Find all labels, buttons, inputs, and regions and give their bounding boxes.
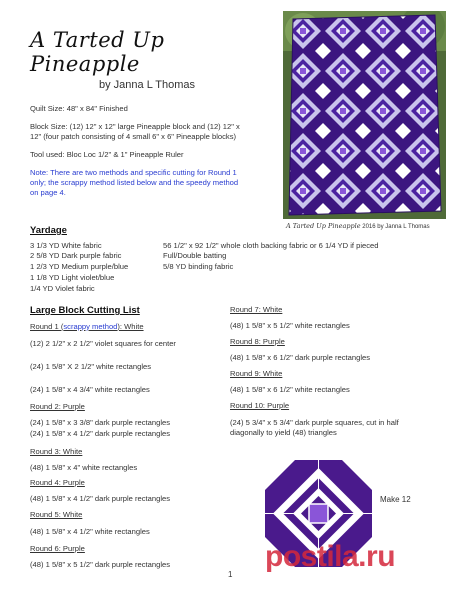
block-size-line-2: 12" (four patch consisting of 4 small 6" x 6" Pineapple blocks) — [30, 132, 237, 141]
yardage-heading: Yardage — [30, 225, 67, 236]
yardage-right-2: 5/8 YD binding fabric — [163, 262, 234, 271]
round-6-heading: Round 6: Purple — [30, 544, 85, 553]
caption-copyright: 2016 by Janna L Thomas — [360, 224, 430, 230]
yardage-left-2: 1 2/3 YD Medium purple/blue — [30, 262, 129, 271]
round-3-item: (48) 1 5/8" x 4" white rectangles — [30, 463, 138, 472]
yardage-left-0: 3 1/3 YD White fabric — [30, 241, 102, 250]
round-2-item-0: (24) 1 5/8" x 3 3/8" dark purple rectangles — [30, 418, 171, 427]
round-8-heading: Round 8: Purple — [230, 337, 285, 346]
round-5-heading: Round 5: White — [30, 510, 83, 519]
round-10-heading: Round 10: Purple — [230, 401, 290, 410]
round-8-item: (48) 1 5/8" x 6 1/2" dark purple rectangles — [230, 353, 371, 362]
round-10-item-line-1: (24) 5 3/4" x 5 3/4" dark purple squares, cut in half — [230, 418, 399, 427]
make-count-label: Make 12 — [380, 495, 411, 504]
document-title: A Tarted Up Pineapple — [30, 28, 165, 76]
quilt-photo — [283, 11, 446, 219]
round-5-item: (48) 1 5/8" x 4 1/2" white rectangles — [30, 527, 150, 536]
round-7-heading: Round 7: White — [230, 305, 283, 314]
round-4-heading: Round 4: Purple — [30, 478, 85, 487]
note-line-3: on page 4. — [30, 188, 66, 197]
author-line: by Janna L Thomas — [99, 79, 196, 91]
cutting-list-heading: Large Block Cutting List — [30, 305, 140, 316]
yardage-left-3: 1 1/8 YD Light violet/blue — [30, 273, 115, 282]
block-size-line-1: Block Size: (12) 12" x 12" large Pineapple block and (12) 12" x — [30, 122, 240, 131]
round-1-prefix: Round 1 ( — [30, 322, 64, 331]
round-2-heading: Round 2: Purple — [30, 402, 85, 411]
round-2-item-1: (24) 1 5/8" x 4 1/2" dark purple rectangles — [30, 429, 171, 438]
round-3-heading: Round 3: White — [30, 447, 83, 456]
yardage-left-1: 2 5/8 YD Dark purple fabric — [30, 251, 122, 260]
tool-used: Tool used: Bloc Loc 1/2" & 1" Pineapple Ruler — [30, 150, 184, 159]
round-6-item: (48) 1 5/8" x 5 1/2" dark purple rectangles — [30, 560, 171, 569]
round-4-item: (48) 1 5/8" x 4 1/2" dark purple rectangles — [30, 494, 171, 503]
scrappy-method-link[interactable]: scrappy method — [63, 322, 118, 331]
caption-signature: A Tarted Up Pineapple — [286, 222, 361, 230]
round-9-item: (48) 1 5/8" x 6 1/2" white rectangles — [230, 385, 350, 394]
round-1-item-0: (12) 2 1/2" x 2 1/2" violet squares for center — [30, 339, 176, 348]
yardage-left-4: 1/4 YD Violet fabric — [30, 284, 95, 293]
round-1-heading — [30, 322, 144, 331]
note-line-2: only; the scrappy method listed below and the speedy method — [30, 178, 239, 187]
quilt-size: Quilt Size: 48" x 84" Finished — [30, 104, 128, 113]
round-9-heading: Round 9: White — [230, 369, 283, 378]
round-1-item-2: (24) 1 5/8" x 4 3/4" white rectangles — [30, 385, 150, 394]
watermark: postila.ru — [265, 540, 396, 573]
photo-caption — [286, 222, 430, 230]
page-number: 1 — [228, 570, 233, 579]
round-1-item-1: (24) 1 5/8" X 2 1/2" white rectangles — [30, 362, 152, 371]
round-1-suffix: ): White — [117, 322, 144, 331]
yardage-right-1: Full/Double batting — [163, 251, 227, 260]
round-7-item: (48) 1 5/8" x 5 1/2" white rectangles — [230, 321, 350, 330]
round-10-item-line-2: diagonally to yield (48) triangles — [230, 428, 337, 437]
note-line-1: Note: There are two methods and specific cutting for Round 1 — [30, 168, 237, 177]
yardage-right-0: 56 1/2" x 92 1/2" whole cloth backing fabric or 6 1/4 YD if pieced — [163, 241, 379, 250]
